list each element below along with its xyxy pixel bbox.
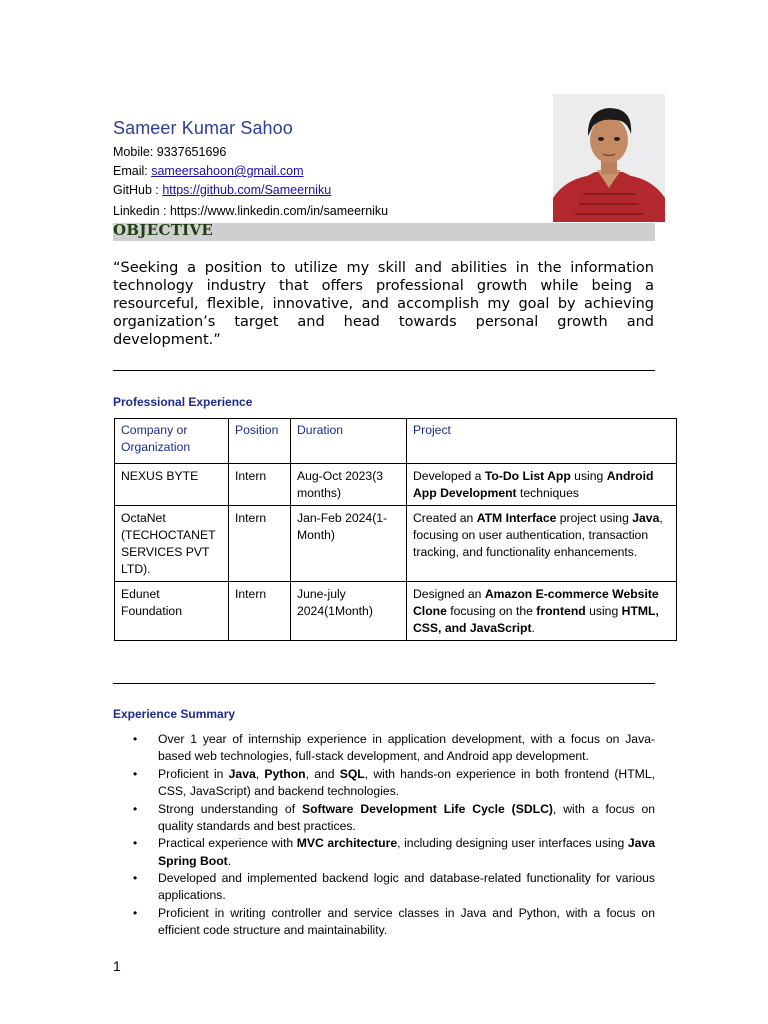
header-duration: Duration: [291, 419, 407, 464]
mobile-line: [113, 143, 226, 162]
divider-2: [113, 683, 655, 684]
github-link[interactable]: https://github.com/Sameerniku: [162, 183, 332, 197]
position-cell: Intern: [229, 506, 291, 582]
experience-summary-list: [113, 731, 655, 940]
header-company: Company or Organization: [115, 419, 229, 464]
company-cell: NEXUS BYTE: [115, 464, 229, 506]
table-row: [115, 506, 677, 582]
github-label: GitHub :: [113, 183, 163, 197]
email-link[interactable]: sameersahoon@gmail.com: [151, 164, 304, 178]
list-item: • Developed and implemented backend logic and database-related functionality for various applications.: [113, 870, 655, 905]
list-item: • Practical experience with MVC architecture, including designing user interfaces using Java Spring Boot.: [113, 835, 655, 870]
person-portrait-icon: [553, 94, 665, 222]
company-cell: OctaNet (TECHOCTANET SERVICES PVT LTD).: [115, 506, 229, 582]
table-row: [115, 582, 677, 641]
candidate-name: Sameer Kumar Sahoo: [113, 118, 293, 138]
table-header-row: [115, 419, 677, 464]
list-item: • Strong understanding of Software Development Life Cycle (SDLC), with a focus on quality standards and best practices.: [113, 801, 655, 836]
list-item: • Over 1 year of internship experience in application development, with a focus on Java-based web technologies, full-stack development, and Android app development.: [113, 731, 655, 766]
profile-photo: [553, 94, 665, 222]
position-cell: Intern: [229, 582, 291, 641]
professional-experience-title: Professional Experience: [113, 395, 253, 409]
duration-cell: June-july 2024(1Month): [291, 582, 407, 641]
position-cell: Intern: [229, 464, 291, 506]
company-cell: Edunet Foundation: [115, 582, 229, 641]
experience-table: [114, 418, 677, 641]
experience-summary-title: Experience Summary: [113, 707, 236, 721]
objective-title: OBJECTIVE: [113, 221, 214, 239]
linkedin-label: Linkedin :: [113, 204, 170, 218]
header-project: Project: [407, 419, 677, 464]
email-line: [113, 162, 304, 181]
duration-cell: Jan-Feb 2024(1-Month): [291, 506, 407, 582]
duration-cell: Aug-Oct 2023(3 months): [291, 464, 407, 506]
table-row: [115, 464, 677, 506]
header-position: Position: [229, 419, 291, 464]
mobile-label: Mobile:: [113, 145, 157, 159]
page-number: 1: [113, 958, 121, 974]
github-line: [113, 181, 331, 200]
list-item: • Proficient in Java, Python, and SQL, with hands-on experience in both frontend (HTML, CSS, JavaScript) and backend technologies.: [113, 766, 655, 801]
list-item: • Proficient in writing controller and service classes in Java and Python, with a focus on efficient code structure and maintainability.: [113, 905, 655, 940]
divider-1: [113, 370, 655, 371]
objective-text: “Seeking a position to utilize my skill and abilities in the information technology industry that offers professional growth while being a resourceful, flexible, innovative, and accomplish my goal by achieving organization’s target and head towards personal growth and development.”: [113, 260, 654, 348]
mobile-value: 9337651696: [156, 145, 227, 159]
project-cell: Developed a To-Do List App using Android App Development techniques: [407, 464, 677, 506]
email-label: Email:: [113, 164, 152, 178]
project-cell: Created an ATM Interface project using Java, focusing on user authentication, transaction tracking, and functionality enhancements.: [407, 506, 677, 582]
linkedin-value: https://www.linkedin.com/in/sameerniku: [169, 204, 389, 218]
project-cell: Designed an Amazon E-commerce Website Clone focusing on the frontend using HTML, CSS, and JavaScript.: [407, 582, 677, 641]
linkedin-line: [113, 202, 388, 221]
